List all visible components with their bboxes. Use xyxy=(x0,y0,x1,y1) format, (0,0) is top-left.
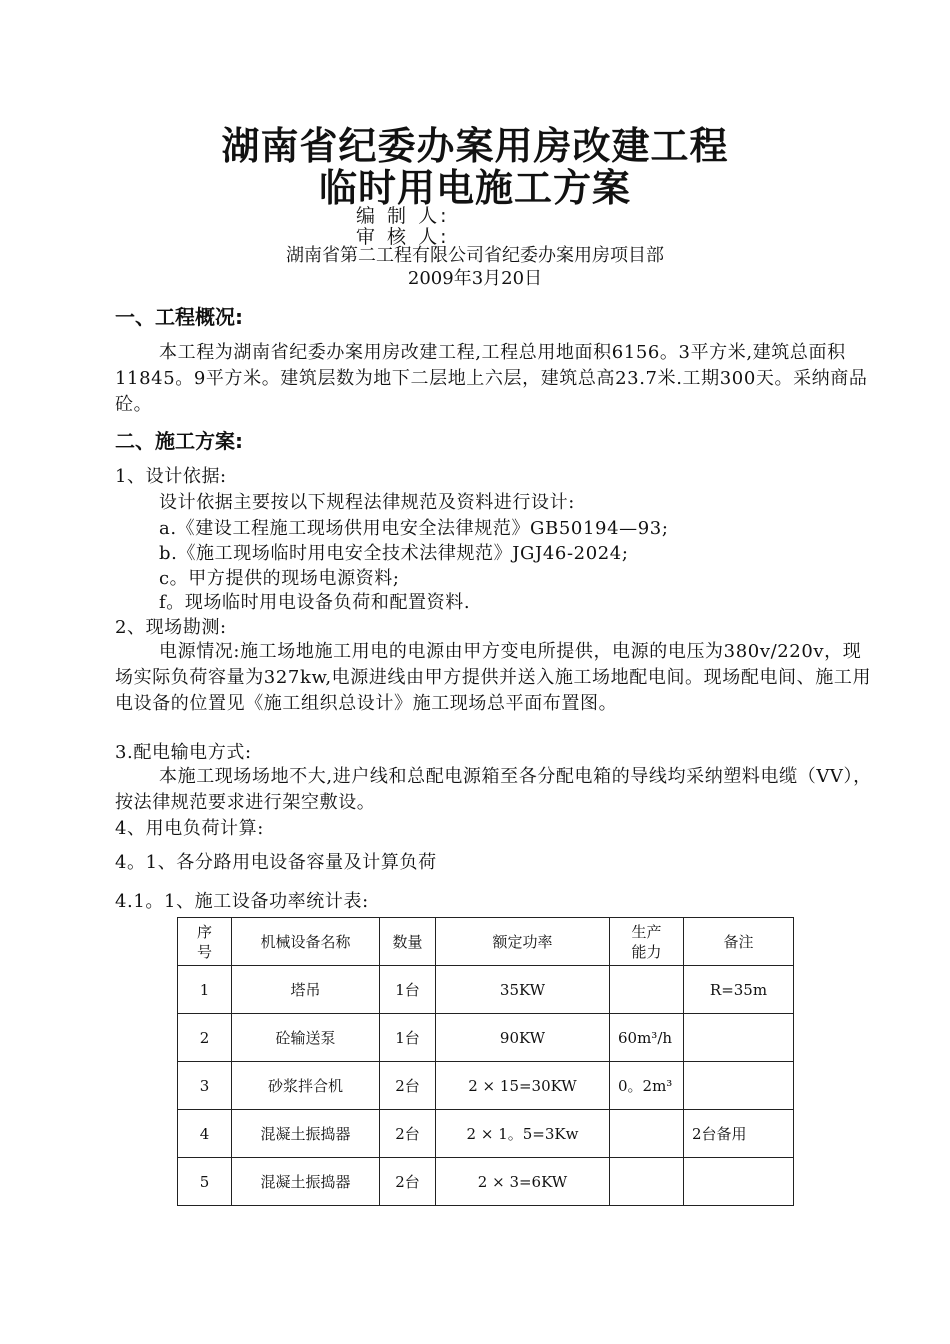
item-1-a: a.《建设工程施工现场供用电安全法律规范》GB50194—93; xyxy=(159,518,669,539)
organization-name: 湖南省第二工程有限公司省纪委办案用房项目部 xyxy=(286,245,664,266)
item-4-title: 4、用电负荷计算: xyxy=(115,818,264,839)
item-3-title: 3.配电输电方式: xyxy=(115,742,252,763)
section-1-heading: 一、工程概况: xyxy=(115,305,243,329)
table-row: 5 混凝土振捣器 2台 2 × 3=6KW xyxy=(178,1158,794,1206)
header-capacity: 生产 能力 xyxy=(610,918,684,966)
header-no: 序 号 xyxy=(178,918,232,966)
table-row: 1 塔吊 1台 35KW R=35m xyxy=(178,966,794,1014)
header-qty: 数量 xyxy=(380,918,436,966)
reviewer-label: 审 核 人: xyxy=(356,226,450,248)
table-row: 2 砼输送泵 1台 90KW 60m³/h xyxy=(178,1014,794,1062)
equipment-power-table xyxy=(177,917,794,1206)
table-row: 4 混凝土振捣器 2台 2 × 1。5=3Kw 2台备用 xyxy=(178,1110,794,1158)
item-4-1-title: 4。1、各分路用电设备容量及计算负荷 xyxy=(115,852,437,873)
header-remark: 备注 xyxy=(684,918,794,966)
item-4-1-1-title: 4.1。1、施工设备功率统计表: xyxy=(115,891,369,912)
header-name: 机械设备名称 xyxy=(232,918,380,966)
item-1-title: 1、设计依据: xyxy=(115,466,227,487)
document-title-line-1: 湖南省纪委办案用房改建工程 xyxy=(221,124,729,168)
item-1-c: c。甲方提供的现场电源资料; xyxy=(159,568,400,589)
item-1-f: f。现场临时用电设备负荷和配置资料. xyxy=(159,592,471,613)
item-3-text: 本施工现场场地不大,进户线和总配电源箱至各分配电箱的导线均采纳塑料电缆（VV），按法律规范要求进行架空敷设。 xyxy=(115,766,872,813)
document-title-line-2: 临时用电施工方案 xyxy=(318,166,631,210)
item-2-text: 电源情况:施工场地施工用电的电源由甲方变电所提供，电源的电压为380v/220v，现场实际负荷容量为327kw,电源进线由甲方提供并送入施工场地配电间。现场配电间、施工用电设备的位置见《施工组织总设计》施工现场总平面布置图。 xyxy=(115,641,872,714)
document-date: 2009年3月20日 xyxy=(407,268,543,289)
compiler-label: 编 制 人: xyxy=(356,205,450,227)
header-power: 额定功率 xyxy=(436,918,610,966)
item-1-b: b.《施工现场临时用电安全技术法律规范》JGJ46-2024; xyxy=(159,543,629,564)
item-2-title: 2、现场勘测: xyxy=(115,617,227,638)
section-2-heading: 二、施工方案: xyxy=(115,429,243,453)
table-row: 3 砂浆拌合机 2台 2 × 15=30KW 0。2m³ xyxy=(178,1062,794,1110)
section-1-paragraph: 本工程为湖南省纪委办案用房改建工程,工程总用地面积6156。3平方米,建筑总面积11845。9平方米。建筑层数为地下二层地上六层，建筑总高23.7米.工期300天。采纳商品砼。 xyxy=(115,342,868,415)
item-1-intro: 设计依据主要按以下规程法律规范及资料进行设计: xyxy=(159,492,575,513)
table-header-row xyxy=(178,918,794,966)
